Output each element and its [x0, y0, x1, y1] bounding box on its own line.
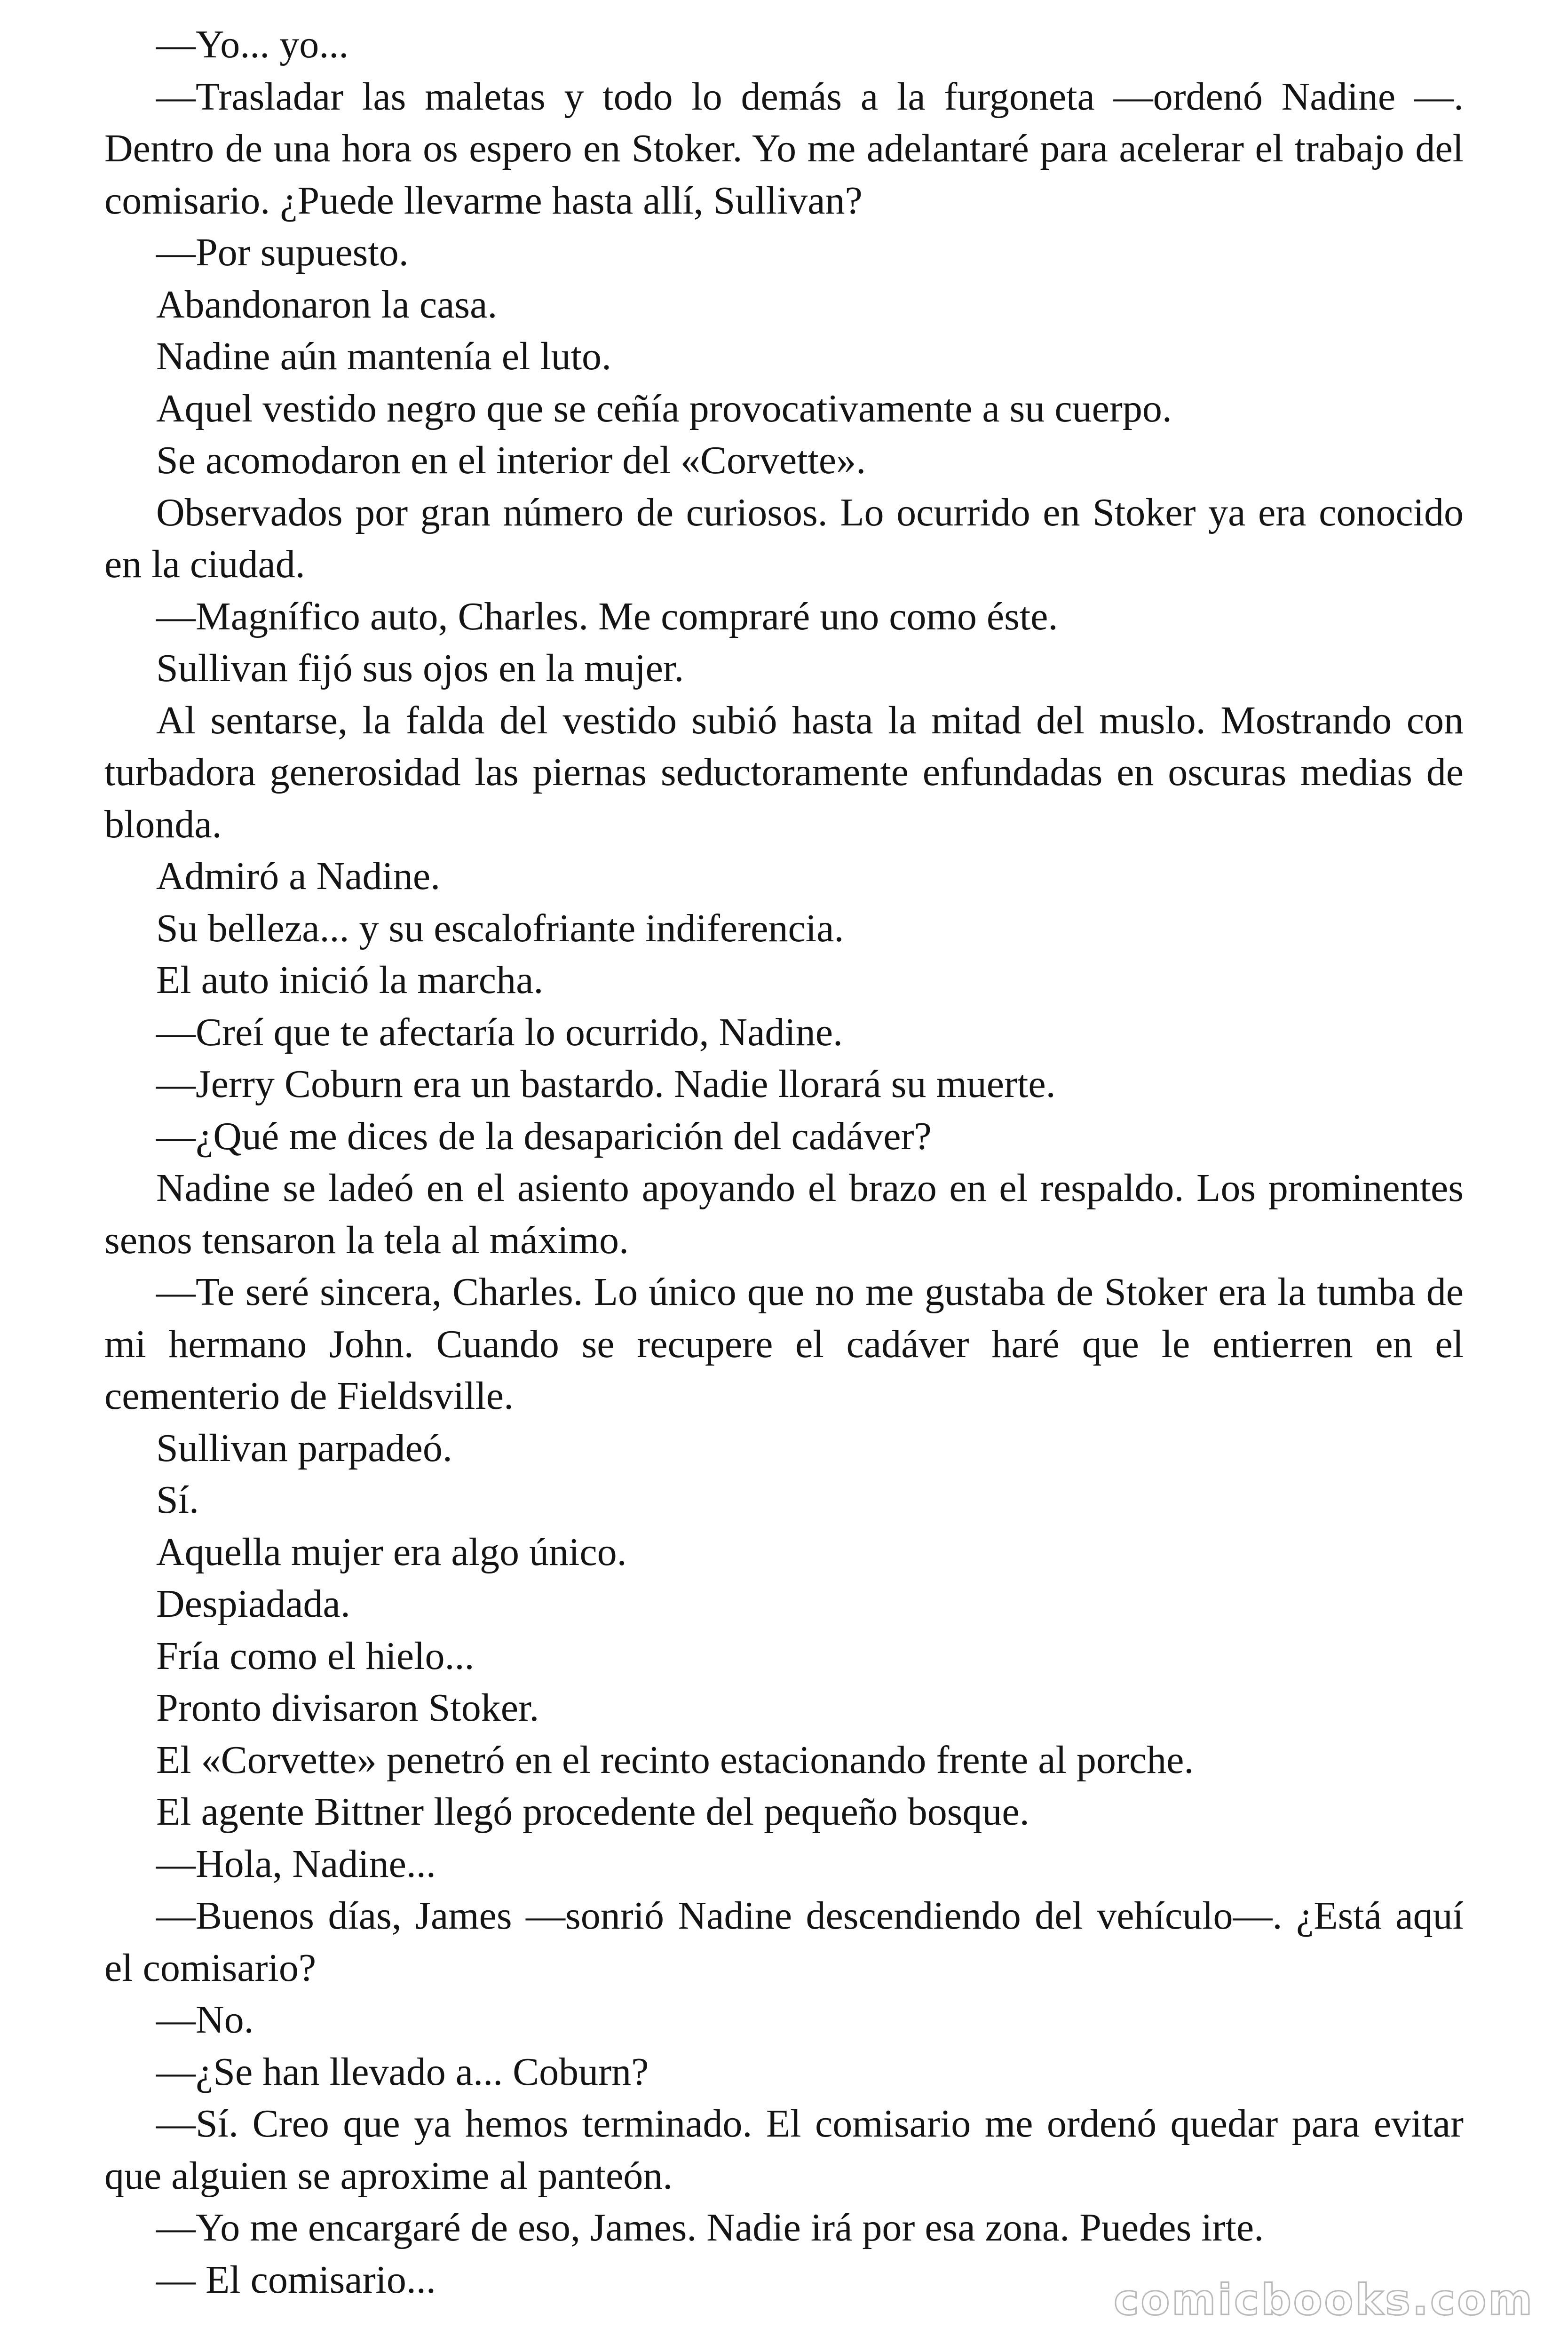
paragraph: Sullivan parpadeó.: [156, 1426, 452, 1470]
page-text: [104, 19, 1464, 2306]
paragraph: —Te seré sincera, Charles. Lo único que no me gustaba de Stoker era la tumba de mi hermano John. Cuando se recupere el cadáver haré que le entierren en el cementerio de Fieldsville.: [104, 1270, 1464, 1418]
paragraph: Abandonaron la casa.: [156, 282, 498, 326]
paragraph: —Sí. Creo que ya hemos terminado. El comisario me ordenó quedar para evitar que alguien se aproxime al panteón.: [104, 2102, 1464, 2198]
paragraph: —¿Qué me dices de la desaparición del cadáver?: [156, 1114, 932, 1158]
paragraph: Su belleza... y su escalofriante indiferencia.: [156, 906, 844, 950]
paragraph: Observados por gran número de curiosos. Lo ocurrido en Stoker ya era conocido en la ciudad.: [104, 490, 1464, 586]
paragraph: —Trasladar las maletas y todo lo demás a la furgoneta —ordenó Nadine —. Dentro de una hora os espero en Stoker. Yo me adelantaré para acelerar el trabajo del comisario. ¿Puede llevarme hasta allí, Sullivan?: [104, 74, 1464, 222]
paragraph: —¿Se han llevado a... Coburn?: [156, 2050, 649, 2094]
paragraph: —Creí que te afectaría lo ocurrido, Nadine.: [156, 1010, 843, 1054]
paragraph: Se acomodaron en el interior del «Corvette».: [156, 438, 866, 482]
paragraph: Fría como el hielo...: [156, 1634, 475, 1678]
paragraph: Despiadada.: [156, 1582, 350, 1626]
paragraph: —Buenos días, James —sonrió Nadine descendiendo del vehículo—. ¿Está aquí el comisario?: [104, 1894, 1464, 1990]
paragraph: Nadine se ladeó en el asiento apoyando el brazo en el respaldo. Los prominentes senos tensaron la tela al máximo.: [104, 1166, 1464, 1262]
paragraph: —Magnífico auto, Charles. Me compraré uno como éste.: [156, 594, 1058, 638]
paragraph: Sí.: [156, 1478, 199, 1522]
paragraph: —Yo... yo...: [156, 23, 349, 66]
paragraph: Nadine aún mantenía el luto.: [156, 334, 612, 378]
paragraph: —Hola, Nadine...: [156, 1842, 436, 1886]
paragraph: El «Corvette» penetró en el recinto estacionando frente al porche.: [156, 1738, 1194, 1782]
paragraph: El auto inició la marcha.: [156, 958, 544, 1002]
paragraph: —No.: [156, 1998, 254, 2042]
paragraph: Aquel vestido negro que se ceñía provocativamente a su cuerpo.: [156, 386, 1172, 430]
paragraph: El agente Bittner llegó procedente del pequeño bosque.: [156, 1790, 1029, 1834]
paragraph: —Por supuesto.: [156, 230, 409, 274]
paragraph: —Jerry Coburn era un bastardo. Nadie llorará su muerte.: [156, 1062, 1056, 1106]
paragraph: Pronto divisaron Stoker.: [156, 1686, 539, 1730]
paragraph: Admiró a Nadine.: [156, 854, 441, 898]
paragraph: —Yo me encargaré de eso, James. Nadie irá por esa zona. Puedes irte.: [156, 2206, 1264, 2249]
paragraph: Aquella mujer era algo único.: [156, 1530, 627, 1574]
watermark: comicbooks.com: [1114, 2275, 1534, 2325]
paragraph: Al sentarse, la falda del vestido subió hasta la mitad del muslo. Mostrando con turbadora generosidad las piernas seductoramente enfundadas en oscuras medias de blonda.: [104, 698, 1464, 846]
paragraph: — El comisario...: [156, 2257, 436, 2302]
paragraph: Sullivan fijó sus ojos en la mujer.: [156, 646, 684, 690]
